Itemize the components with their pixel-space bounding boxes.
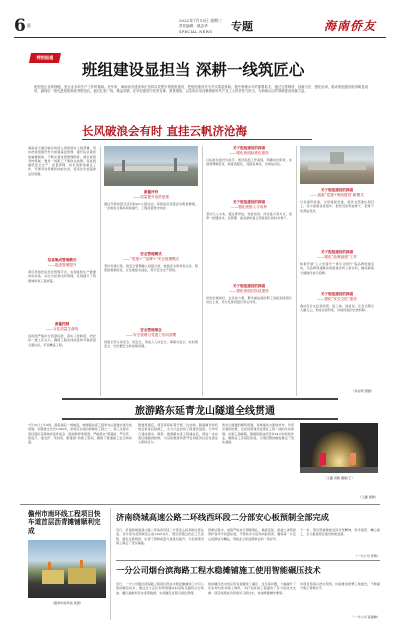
article1-sub7-sub: ——强化班组人才培养 [231,205,267,209]
article1-col2-text-a: 通过开展质量月活动和QC小组活动，班组成员质量意识明显增强，一次验收合格率持续提升，工程质量稳中向好。 [104,202,198,211]
article4-separator [116,560,380,561]
article2-tunnel-photo [300,423,378,473]
article1-sub6-sub: ——强化班组标准化建设 [229,151,269,155]
article1-col1-text-c: 各班组严格执行质量标准，落实三检制度，把好每一道工序关口，确保工程实体质量和外观质量全面达标，打造精品工程。 [28,334,96,347]
article1-photo-2 [300,146,374,184]
page-suffix: 版 [27,23,31,28]
article1-sub11-title: 关于班组建设的探索 [320,292,354,296]
article1-sub8-sub: ——强化班组长队伍建设 [229,289,269,293]
article1-col3-text-b: 坚持以人为本，通过师带徒、技能培训、岗位练兵等方式，培养一批懂技术、会管理、能创新的复合型班组长和技术骨干。 [206,212,292,221]
article1-sub4-title: 安全管理模式 [140,252,162,256]
article2-bottom-bar [62,418,338,420]
article1-col1-text-b: 项目部依托信息化管理平台，实现班组生产数据实时采集、动态分析和闭环管理，有效提升了管理效率和工程质量。 [28,270,96,283]
article2-headline: 旅游路东延青龙山隧道全线贯通 [135,406,275,417]
header-rule [14,37,386,38]
col-divider [110,508,111,620]
article1-sub2-sub: ——守住质量生命线 [45,327,79,331]
article4-col3: 下一步，项目部将继续发扬攻坚精神，科学组织、精心施工，全力推进项目建设向前发展。 [300,528,380,537]
article1-sub7-title: 关于班组建设的探索 [232,200,266,204]
article4-col2: 预制过程中，班组严格执行钢筋绑扎、模板安装、混凝土浇筑和养护各环节质量标准，开展技术交底和岗前培训，确保每一片安心板都成为精品，得到业主和监理单位的一致好评。 [208,528,296,541]
main-headline: 班组建设显担当 深耕一线筑匠心 [82,60,305,79]
article1-sub6-title: 关于班组建设的探索 [232,146,266,150]
article1-sub10-title: 关于班组建设的探索 [320,250,354,254]
article1-sub9-sub: ——创新“党建+班组建设”新模式 [310,193,364,197]
article1-sub4-sub: ——“党建+”“品牌+”安全管理模式 [122,257,180,261]
col-divider [202,146,203,396]
col-divider [296,146,297,396]
editor-line: 责任编辑：姚志华 [179,24,208,28]
special-news: SPECIAL NEWS [179,30,213,34]
article2-col1: 7月10日上午9时，随着最后一炮响起，旅游路东延工程青龙山隧道实现全线贯通。该隧道全长约1280米，是项目全线的控制性工程之一。施工过程中，项目团队克服地质条件复杂、围岩破碎等困难，严格落实“管超前、严注浆、短进尺、强支护、早封闭、勤量测”的施工原则，确保了隧道施工安全和质量。 [28,423,132,445]
article3-caption: （儋州市南环线 供图） [51,601,83,605]
col-divider [100,146,101,396]
article5-col3: 该项目部将以此为契机，持续推进智慧工地建设，不断提升施工管理水平。 [300,582,380,591]
article1-sub10-sub: ——强化“品牌创建”工作 [317,255,357,259]
article5-headline: 一分公司烟台滨海路工程水稳摊铺施工使用智能碾压技术 [116,565,321,575]
article3-headline: 儋州市南环线工程项目快车道首层沥青摊铺顺利完成 [28,510,101,535]
article1-sub3-sub: ——质量提升成效显著 [133,195,169,199]
article1-col1-text-a: 海南省交通运输系统深入贯彻落实上级部署，坚持把班组建设作为加强基层管理、提升队伍素质的重要载体，不断完善班组管理制度，健全班组考核机制，激发一线职工干事创业热情。各班组围绕安全生产、质量管理、技术创新等重点工作，开展劳动竞赛和技能比武，营造比学赶超的良好氛围。 [28,146,96,176]
article1-photo-1 [104,146,198,186]
article1-sub2-title: 质量控制 [54,322,70,326]
lead-paragraph: 班组是企业的细胞，是企业各项生产工作的基础。近年来，海南省各建设单位坚持以党建引领班组建设，把班组建设作为夯实基层基础、提升管理水平的重要抓手，通过完善制度、创新方法、强化培训，推动班组建设取得明显成效，涌现出一批先进班组和优秀班组长。他们扎根一线、精益求精，在项目建设中攻坚克难、勇挑重担，以实际行动诠释着新时代产业工人的责任与担当，为海南自由贸易港建设贡献力量。 [34,85,368,94]
article1-col4-text-b: 积极开展“工人先锋号”“青年文明号”等品牌创建活动，以品牌创建推动班组建设再上新台阶，擦亮海南交通建设金字招牌。 [300,262,374,275]
article1-sub11-sub: ——强化“安全文化”建设 [317,297,357,301]
article1-sub1-sub: ——促进管理提升 [47,263,77,267]
article2-top-bar [62,398,338,400]
article5-byline: （一分公司 高国晓） [351,615,380,619]
article3-photo [28,540,106,598]
article1-col2-text-b: 坚持党建引领，将安全管理融入班组日常，做到安全教育常态化、隐患排查制度化、应急演练实战化，筑牢安全生产防线。 [104,264,198,273]
article4-col1: 近日，济南绕城高速公路二环线西环段二分部安心板预制全部完成。该分部共需预制安心板1200余片，项目部通过优化工艺流程、强化过程管控，实现了预制质量与进度双提升，为后续架设施工奠定了坚实基础。 [116,528,204,545]
article2-col3: 青龙山隧道的顺利贯通，是参建各方团结协作、攻坚克难的结果，也是班组建设成果在工程一线的生动体现。在施工高峰期，隧道班组成员坚持24小时轮班作业，确保各工序紧密衔接，为项目整体推进奠定了坚实基础。 [222,423,294,445]
badge-label: 特别报道 [36,54,54,60]
article2-photo-caption: （王鑫 供图 摄影/王） [323,476,355,480]
article1-col4-text-a: 以党建带班建，以班建促党建，将党支部建在项目上，党小组建在班组中，把党员培养成骨干，把骨干培养成党员。 [300,200,374,213]
article5-col1: 近日，一分公司烟台滨海路工程项目部在水稳层摊铺施工中引入智能碾压技术，通过北斗定位和传感器实时采集压路机运行轨迹、碾压遍数和压实度等数据，实现碾压过程可视化管理。 [116,582,204,595]
article2-col2: 隧道贯通后，项目部将抓紧开展二次衬砌、路面铺设和机电安装等后续施工，全力以赴加快工程建设进度，力争早日建成通车。据悉，旅游路东延工程建成后，将进一步完善区域路网结构，为沿线旅游资源开发和经济社会发展注入新的活力。 [138,423,218,445]
article1-sub5-title: 安全管理理念 [140,328,162,332]
article1-sub1-title: 信息集成管理模式 [47,258,77,262]
article1-sub5-sub: ——安全管理与党建工作同部署 [125,333,177,337]
page-header [14,14,386,38]
article2-byline: （王鑫 唐敏） [358,495,378,499]
article1-col4-text-c: 推动安全文化进班组、进工地、进宿舍，让安全理念入脑入心，形成自我约束、持续改进的长效机制。 [300,304,374,313]
masthead-logo: 海南侨友 [324,19,377,33]
article1-byline: （李业明 樊媛） [351,389,374,393]
article1-headline-underline [82,139,312,140]
article4-headline: 济南绕城高速公路二环线西环段二分部安心板预制全部完成 [116,512,329,522]
article4-byline: （一分公司 郑勇） [354,554,380,558]
article1-col3-text-c: 把政治素质好、业务能力强、群众威信高的职工选拔到班组长岗位上来，充分发挥班组长带头作用。 [206,296,292,305]
article1-sub8-title: 关于班组建设的探索 [232,284,266,288]
date-line: 2022年7月13日 星期三 [179,18,223,23]
article1-sub3-title: 质量评价 [143,190,159,194]
article1-col2-text-c: 班组长带头讲安全、抓安全，形成人人讲安全、事事为安全、时时想安全、处处要安全的浓厚氛围。 [104,340,198,349]
page-number: 6 [14,16,26,36]
section-title: 专题 [231,20,253,33]
article1-col3-text-a: 以标准化建设为抓手，规范班组工作流程，明确岗位职责，实现管理制度化、制度流程化、流程表单化、表单信息化。 [206,158,292,167]
article2-separator [20,504,380,505]
article5-col2: 智能碾压技术的应用有效避免了漏压、过压等问题，大幅提升了压实均匀性和施工效率，为打造优质工程提供了有力的技术支撑。项目班组成员积极学习新技术，快速掌握操作要领。 [208,582,296,595]
article1-headline: 长风破浪会有时 直挂云帆济沧海 [82,124,248,138]
article1-sub9-title: 关于班组建设的探索 [320,188,354,192]
